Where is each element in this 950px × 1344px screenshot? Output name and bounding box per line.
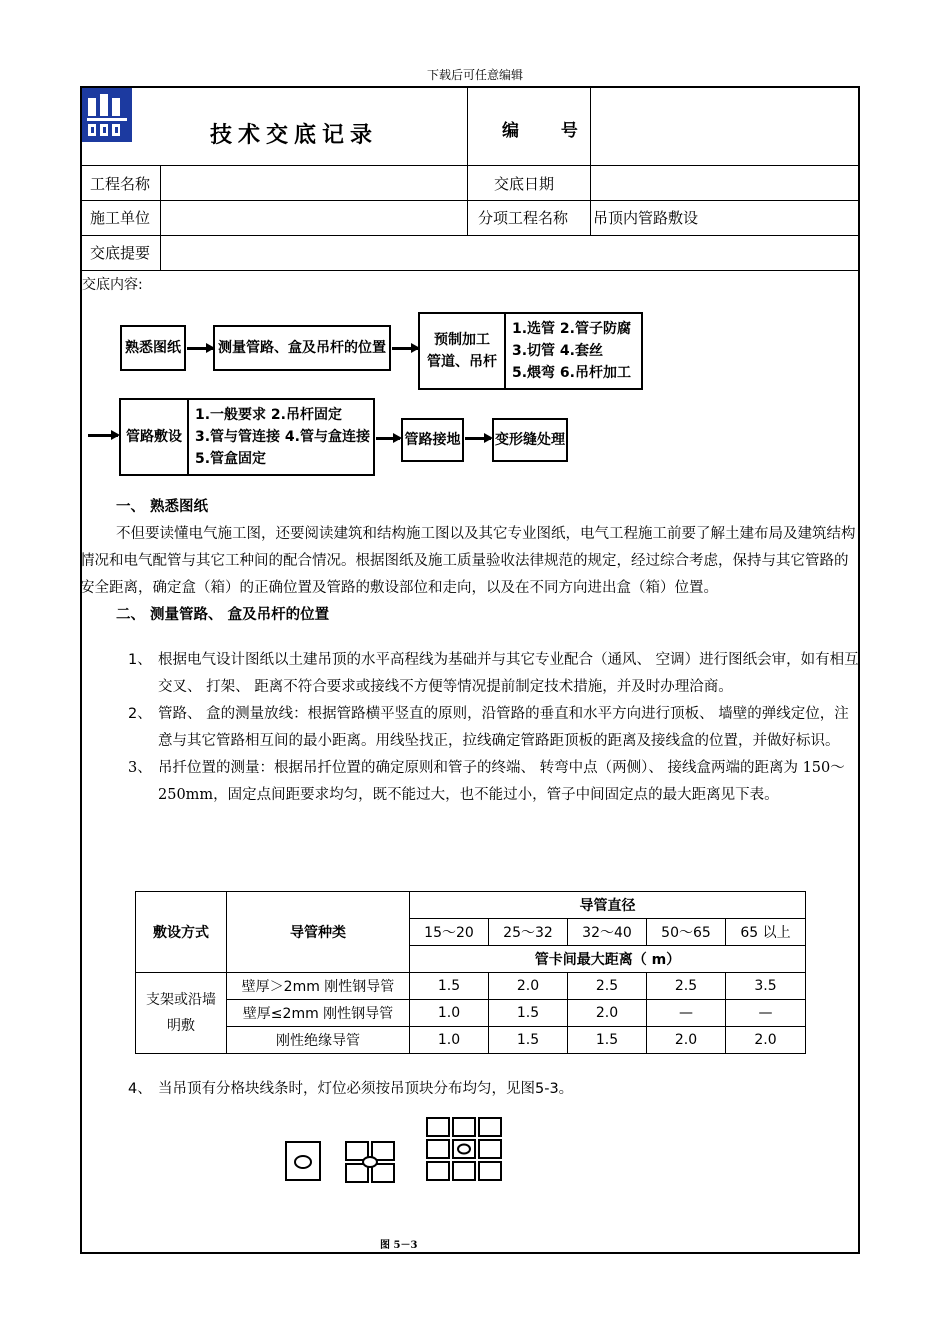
table-value-cell: 1.5 (489, 1027, 568, 1054)
flow-step-prefab-title: 预制加工 管道、吊杆 (420, 314, 506, 388)
flow-list-item: 5.煨弯 6.吊杆加工 (512, 365, 631, 381)
flow-step-read-drawings: 熟悉图纸 (120, 325, 186, 371)
grid-line (82, 200, 858, 201)
summary-label: 交底提要 (90, 244, 151, 262)
table-header-diameter: 导管直径 (410, 892, 806, 919)
sub-project-field[interactable]: 吊顶内管路敷设 (593, 209, 699, 227)
form-title: 技术交底记录 (210, 123, 379, 148)
table-value-cell: 1.5 (568, 1027, 647, 1054)
flow-step-laying-title: 管路敷设 (121, 400, 189, 474)
section-1-body: 不但要读懂电气施工图，还要阅读建筑和结构施工图以及其它专业图纸，电气工程施工前要了解土建布局及建筑结构情况和电气配管与其它工种间的配合情况。根据图纸及施工质量验收法律规范的规定，经过综合考虑，保持与其它管路的安全距离，确定盒（箱）的正确位置及管路的敷设部位和走向，以及在不同方向进出盒（箱）位置。 (80, 526, 856, 596)
table-row (136, 1027, 806, 1054)
list-item-number: 2、 (128, 706, 152, 722)
flow-prefab-list (506, 318, 631, 384)
table-value-cell: — (726, 1000, 806, 1027)
flow-arrow (187, 347, 213, 350)
figure-four-tiles (346, 1142, 394, 1182)
number-label: 编 号 (502, 121, 596, 141)
table-value-cell: 2.0 (489, 973, 568, 1000)
flow-list-item: 1.一般要求 2.吊杆固定 (195, 407, 342, 423)
table-diameter-cell: 25～32 (489, 919, 568, 946)
table-diameter-cell: 32～40 (568, 919, 647, 946)
section-1 (80, 494, 860, 629)
flow-list-item: 5.管盒固定 (195, 451, 267, 467)
grid-line (590, 88, 591, 235)
figure-5-3 (280, 1112, 520, 1192)
list-item (80, 701, 860, 755)
flow-arrow (392, 347, 418, 350)
flow-step-grounding: 管路接地 (401, 418, 464, 462)
flow-list-item: 1.选管 2.管子防腐 (512, 321, 631, 337)
list-item-text: 当吊顶有分格块线条时，灯位必须按吊顶块分布均匀，见图5-3。 (158, 1081, 574, 1097)
table-value-cell: 1.5 (489, 1000, 568, 1027)
contractor-label: 施工单位 (90, 209, 151, 227)
grid-line (160, 165, 161, 271)
table-diameter-cell: 65 以上 (726, 919, 806, 946)
figure-caption: 图 5－3 (380, 1240, 418, 1251)
list-item-number: 4、 (128, 1081, 152, 1097)
table-type-cell: 壁厚≤2mm 刚性钢导管 (227, 1000, 410, 1027)
flow-arrow (376, 437, 400, 440)
company-logo (82, 88, 132, 142)
table-value-cell: 2.0 (568, 1000, 647, 1027)
list-item-text: 管路、 盒的测量放线：根据管路横平竖直的原则，沿管路的垂直和水平方向进行顶板、 墙壁的弹线定位，注意与其它管路相互间的最小距离。用线坠找正，拉线确定管路距顶板的距离及接线盒的位置，并做好标识。 (158, 706, 849, 749)
table-value-cell: 1.5 (410, 973, 489, 1000)
table-type-cell: 刚性绝缘导管 (227, 1027, 410, 1054)
section-1-title: 一、 熟悉图纸 (116, 499, 209, 515)
table-value-cell: 2.5 (647, 973, 726, 1000)
flow-arrow (465, 437, 491, 440)
list-item-text: 根据电气设计图纸以土建吊顶的水平高程线为基础并与其它专业配合（通风、 空调）进行图纸会审，如有相互交叉、 打架、 距离不符合要求或接线不方便等情况提前制定技术措施，并及时办理洽商。 (158, 652, 859, 695)
grid-line (82, 165, 858, 166)
table-method-cell: 支架或沿墙明敷 (136, 973, 227, 1054)
list-item-number: 1、 (128, 652, 152, 668)
table-value-cell: — (647, 1000, 726, 1027)
table-diameter-cell: 15～20 (410, 919, 489, 946)
section-2-item-4 (80, 1076, 860, 1103)
grid-line (82, 270, 858, 271)
table-diameter-cell: 50～65 (647, 919, 726, 946)
flow-arrow (88, 434, 118, 437)
flow-step-prefab (418, 312, 643, 390)
flow-list-item: 3.切管 4.套丝 (512, 343, 603, 359)
sub-project-label: 分项工程名称 (478, 209, 569, 227)
flow-step-laying (119, 398, 375, 476)
flow-step-expansion-joint: 变形缝处理 (492, 418, 568, 462)
table-value-cell: 1.0 (410, 1000, 489, 1027)
grid-line (467, 88, 468, 235)
table-header-type: 导管种类 (227, 892, 410, 973)
list-item-number: 3、 (128, 760, 152, 776)
project-name-label: 工程名称 (90, 175, 151, 193)
content-label: 交底内容: (82, 277, 143, 293)
table-value-cell: 3.5 (726, 973, 806, 1000)
flow-list-item: 3.管与管连接 4.管与盒连接 (195, 429, 370, 445)
spacing-table (135, 891, 806, 1054)
section-2-items (80, 647, 860, 809)
table-value-cell: 1.0 (410, 1027, 489, 1054)
table-value-cell: 2.0 (726, 1027, 806, 1054)
list-item (80, 755, 860, 809)
header-note: 下载后可任意编辑 (426, 68, 523, 82)
table-header-method: 敷设方式 (136, 892, 227, 973)
list-item (80, 647, 860, 701)
figure-single-tile (286, 1142, 320, 1180)
table-subheader: 管卡间最大距离（ m） (410, 946, 806, 973)
table-type-cell: 壁厚＞2mm 刚性钢导管 (227, 973, 410, 1000)
section-2-title: 二、 测量管路、 盒及吊杆的位置 (116, 607, 330, 623)
list-item (80, 1076, 860, 1103)
list-item-text: 吊扦位置的测量：根据吊扦位置的确定原则和管子的终端、 转弯中点（两侧）、 接线盒两端的距离为 150～250mm，固定点间距要求均匀，既不能过大，也不能过小，管子中间固定点的最大距离见下表。 (158, 760, 845, 803)
table-row (136, 973, 806, 1000)
grid-line (82, 235, 858, 236)
date-label: 交底日期 (494, 175, 555, 193)
flow-step-measure: 测量管路、盒及吊杆的位置 (213, 325, 391, 371)
flow-laying-list (189, 404, 370, 470)
table-row (136, 1000, 806, 1027)
figure-nine-tiles (427, 1118, 501, 1180)
table-value-cell: 2.0 (647, 1027, 726, 1054)
table-value-cell: 2.5 (568, 973, 647, 1000)
